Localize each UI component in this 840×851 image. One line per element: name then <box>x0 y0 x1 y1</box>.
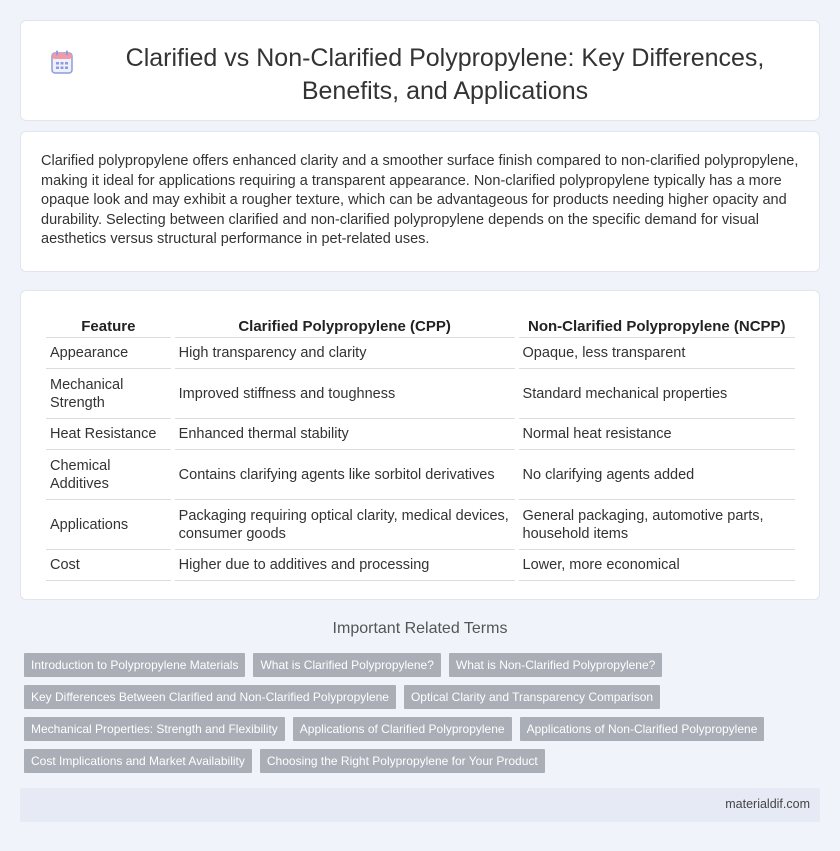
table-row <box>46 450 795 500</box>
related-term-tag[interactable]: What is Non-Clarified Polypropylene? <box>449 653 662 677</box>
related-term-tag[interactable]: Optical Clarity and Transparency Comparison <box>404 685 660 709</box>
table-header-ncpp: Non-Clarified Polypropylene (NCPP) <box>519 314 795 338</box>
table-row <box>46 338 795 369</box>
table-cell: Higher due to additives and processing <box>175 550 515 581</box>
table-row <box>46 369 795 419</box>
table-cell: Normal heat resistance <box>519 419 795 450</box>
related-terms-heading: Important Related Terms <box>332 620 508 637</box>
table-cell: Packaging requiring optical clarity, medical devices, consumer goods <box>175 500 515 550</box>
intro-paragraph: Clarified polypropylene offers enhanced clarity and a smoother surface finish compared to non-clarified polypropylene, making it ideal for applications requiring a transparent appearance. Non-clarified polypropylene typically has a more opaque look and may exhibit a rougher texture, which can be advantageous for products needing higher opacity and durability. Selecting between clarified and non-clarified polypropylene depends on the specific demand for visual aesthetics versus structural performance in pet-related uses. <box>41 153 799 248</box>
table-cell: Appearance <box>46 338 171 369</box>
footer <box>20 788 820 822</box>
table-cell: Mechanical Strength <box>46 369 171 419</box>
table-cell: Chemical Additives <box>46 450 171 500</box>
table-cell: Contains clarifying agents like sorbitol derivatives <box>175 450 515 500</box>
table-cell: Heat Resistance <box>46 419 171 450</box>
calendar-icon <box>51 50 73 74</box>
table-cell: High transparency and clarity <box>175 338 515 369</box>
table-cell: No clarifying agents added <box>519 450 795 500</box>
related-terms <box>24 653 804 781</box>
title-card <box>20 20 820 121</box>
related-term-tag[interactable]: Applications of Non-Clarified Polypropylene <box>520 717 765 741</box>
related-term-tag[interactable]: Key Differences Between Clarified and Non-Clarified Polypropylene <box>24 685 396 709</box>
table-row <box>46 419 795 450</box>
table-cell: Lower, more economical <box>519 550 795 581</box>
intro-card <box>20 131 820 272</box>
table-cell: General packaging, automotive parts, household items <box>519 500 795 550</box>
table-row <box>46 550 795 581</box>
table-row <box>46 500 795 550</box>
related-term-tag[interactable]: Introduction to Polypropylene Materials <box>24 653 245 677</box>
related-term-tag[interactable]: Mechanical Properties: Strength and Flexibility <box>24 717 285 741</box>
table-cell: Enhanced thermal stability <box>175 419 515 450</box>
related-term-tag[interactable]: What is Clarified Polypropylene? <box>253 653 440 677</box>
related-term-tag[interactable]: Choosing the Right Polypropylene for Your Product <box>260 749 545 773</box>
table-header-cpp: Clarified Polypropylene (CPP) <box>175 314 515 338</box>
related-term-tag[interactable]: Applications of Clarified Polypropylene <box>293 717 512 741</box>
related-term-tag[interactable]: Cost Implications and Market Availability <box>24 749 252 773</box>
footer-site-link[interactable]: materialdif.com <box>725 797 810 811</box>
table-cell: Applications <box>46 500 171 550</box>
comparison-card <box>20 290 820 600</box>
comparison-table <box>42 314 799 581</box>
table-header-feature: Feature <box>46 314 171 338</box>
table-cell: Standard mechanical properties <box>519 369 795 419</box>
table-cell: Improved stiffness and toughness <box>175 369 515 419</box>
table-cell: Opaque, less transparent <box>519 338 795 369</box>
page-title: Clarified vs Non-Clarified Polypropylene: Key Differences, Benefits, and Applications <box>125 44 765 105</box>
table-cell: Cost <box>46 550 171 581</box>
